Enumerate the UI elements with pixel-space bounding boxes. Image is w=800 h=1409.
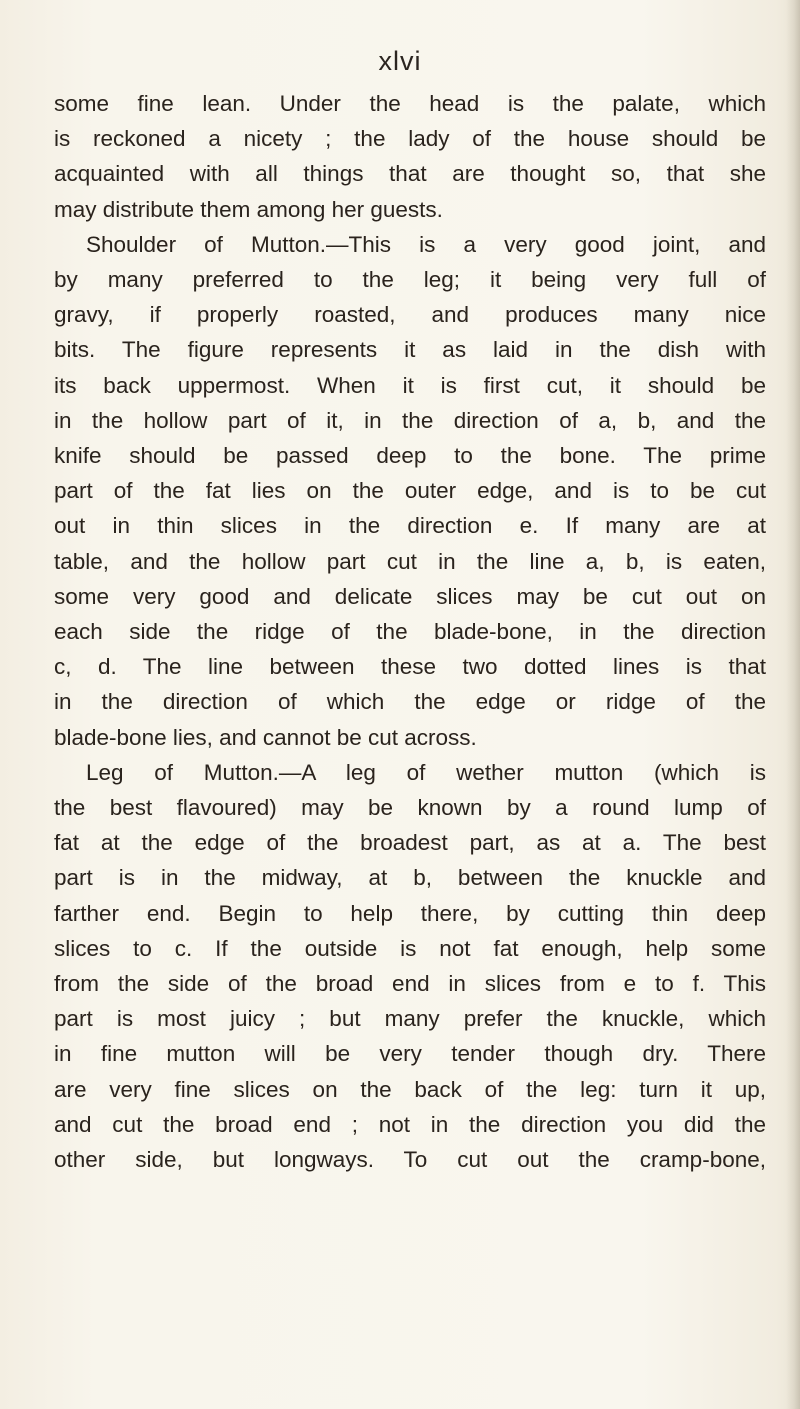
text-line: fat at the edge of the broadest part, as at a. The best	[54, 830, 766, 856]
text-line: and cut the broad end ; not in the direction you did the	[54, 1111, 766, 1137]
text-line: the best flavoured) may be known by a round lump of	[54, 795, 766, 821]
text-line: Shoulder of Mutton.—This is a very good joint, and	[86, 231, 766, 257]
text-line: acquainted with all things that are thought so, that she	[54, 161, 766, 187]
page-number-roman: xlvi	[378, 46, 422, 76]
text-line: part of the fat lies on the outer edge, and is to be cut	[54, 478, 766, 504]
text-line: in fine mutton will be very tender though dry. There	[54, 1041, 766, 1067]
text-line: some fine lean. Under the head is the palate, which	[54, 91, 766, 116]
text-line: its back uppermost. When it is first cut, it should be	[54, 372, 766, 398]
text-line: is reckoned a nicety ; the lady of the house should be	[54, 126, 766, 152]
text-line: some very good and delicate slices may be cut out on	[54, 583, 766, 609]
text-line: gravy, if properly roasted, and produces many nice	[54, 302, 766, 328]
text-line: other side, but longways. To cut out the cramp-bone,	[54, 1147, 766, 1173]
text-line: in the direction of which the edge or ridge of the	[54, 689, 766, 715]
text-line: are very fine slices on the back of the leg: turn it up,	[54, 1076, 766, 1102]
text-line: knife should be passed deep to the bone. The prime	[54, 443, 766, 469]
text-line: Leg of Mutton.—A leg of wether mutton (which is	[86, 759, 766, 785]
body-text	[54, 86, 766, 1177]
text-line: by many preferred to the leg; it being very full of	[54, 267, 766, 293]
page-edge-shadow	[786, 0, 800, 1409]
text-line: blade-bone lies, and cannot be cut across.	[54, 724, 477, 750]
text-line: table, and the hollow part cut in the line a, b, is eaten,	[54, 548, 766, 574]
text-line: part is in the midway, at b, between the knuckle and	[54, 865, 766, 891]
text-line: part is most juicy ; but many prefer the knuckle, which	[54, 1006, 766, 1032]
text-line: bits. The figure represents it as laid in the dish with	[54, 337, 766, 363]
text-line: farther end. Begin to help there, by cutting thin deep	[54, 900, 766, 926]
text-line: c, d. The line between these two dotted lines is that	[54, 654, 766, 680]
text-line: each side the ridge of the blade-bone, in the direction	[54, 619, 766, 645]
text-line: may distribute them among her guests.	[54, 196, 443, 222]
text-line: from the side of the broad end in slices from e to f. This	[54, 971, 766, 997]
text-line: in the hollow part of it, in the direction of a, b, and the	[54, 407, 766, 433]
text-line: out in thin slices in the direction e. If many are at	[54, 513, 766, 539]
text-line: slices to c. If the outside is not fat enough, help some	[54, 935, 766, 961]
